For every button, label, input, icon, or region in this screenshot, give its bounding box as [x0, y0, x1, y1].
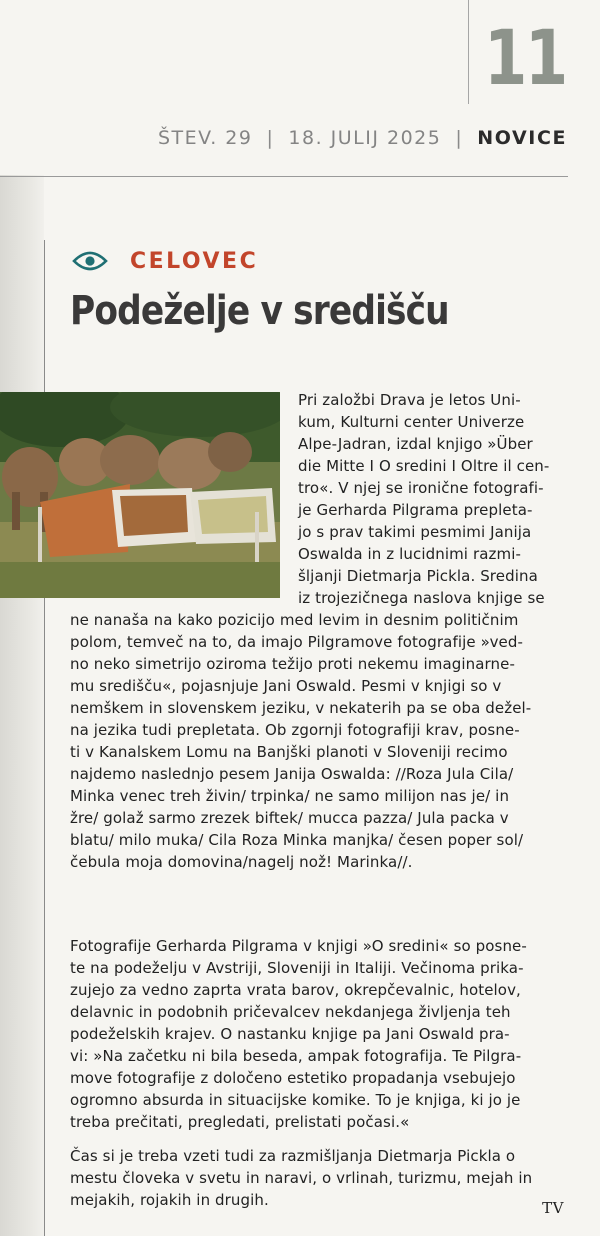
- lead-paragraph: [298, 389, 573, 609]
- text-line: Fotografije Gerharda Pilgrama v knjigi »O sredini« so posne-: [70, 937, 527, 955]
- author-signature: TV: [542, 1199, 564, 1217]
- text-line: vi: »Na začetku ni bila beseda, ampak fotografija. Te Pilgra-: [70, 1047, 522, 1065]
- text-line: Minka venec treh živin/ trpinka/ ne samo milijon nas je/ in: [70, 787, 510, 805]
- text-line: mu središču«, pojasnjuje Jani Oswald. Pesmi v knjigi so v: [70, 677, 502, 695]
- kicker: [72, 244, 258, 278]
- text-line: šljanji Dietmarja Pickla. Sredina: [298, 567, 538, 585]
- headline: Podeželje v središču: [70, 288, 449, 334]
- section-separator: |: [455, 127, 464, 149]
- text-line: treba prečitati, pregledati, prelistati počasi.«: [70, 1113, 410, 1131]
- text-line: ne nanaša na kako pozicijo med levim in desnim političnim: [70, 611, 519, 629]
- lead-paragraph-continued: [70, 609, 570, 873]
- issue-date: 18. JULIJ 2025: [288, 127, 442, 149]
- text-line: polom, temveč na to, da imajo Pilgramove fotografije »ved-: [70, 633, 524, 651]
- text-line: ti v Kanalskem Lomu na Banjški planoti v Sloveniji recimo: [70, 743, 508, 761]
- text-line: na jezika tudi prepletata. Ob zgornji fotografiji krav, posne-: [70, 721, 520, 739]
- third-paragraph: [70, 1145, 570, 1211]
- second-paragraph: [70, 935, 570, 1133]
- issue-number: ŠTEV. 29: [158, 127, 253, 149]
- text-line: move fotografije z določeno estetiko propadanja vsebujejo: [70, 1069, 516, 1087]
- text-line: je Gerharda Pilgrama prepleta-: [298, 501, 533, 519]
- cows-photo: [0, 392, 280, 598]
- text-line: Alpe-Jadran, izdal knjigo »Über: [298, 435, 533, 453]
- text-line: die Mitte I O sredini I Oltre il cen-: [298, 457, 550, 475]
- page-number: 11: [484, 13, 566, 102]
- text-line: Čas si je treba vzeti tudi za razmišljanja Dietmarja Pickla o: [70, 1147, 516, 1165]
- text-line: kum, Kulturni center Univerze: [298, 413, 525, 431]
- text-line: nemškem in slovenskem jeziku, v nekaterih pa se oba dežel-: [70, 699, 532, 717]
- text-line: podeželskih krajev. O nastanku knjige pa Jani Oswald pra-: [70, 1025, 510, 1043]
- text-line: blatu/ milo muka/ Cila Roza Minka manjka/ česen poper sol/: [70, 831, 524, 849]
- text-line: jo s prav takimi pesmimi Janija: [298, 523, 532, 541]
- column-rule: [44, 240, 45, 1236]
- text-line: najdemo naslednjo pesem Janija Oswalda: //Roza Jula Cila/: [70, 765, 514, 783]
- issue-separator: |: [266, 127, 275, 149]
- text-line: delavnic in podobnih pričevalcev nekdanjega življenja teh: [70, 1003, 511, 1021]
- text-line: mejakih, rojakih in drugih.: [70, 1191, 269, 1209]
- eye-icon: [72, 248, 108, 274]
- text-line: žre/ golaž sarmo zrezek biftek/ mucca pazza/ Jula packa v: [70, 809, 509, 827]
- issue-line: [158, 124, 568, 152]
- header-rule: [0, 176, 568, 177]
- text-line: Oswalda in z lucidnimi razmi-: [298, 545, 521, 563]
- text-line: iz trojezičnega naslova knjige se: [298, 589, 545, 607]
- header-divider: [468, 0, 469, 104]
- text-line: Pri založbi Drava je letos Uni-: [298, 391, 521, 409]
- kicker-label: CELOVEC: [130, 248, 259, 274]
- adjacent-page-edge: [0, 175, 44, 1236]
- text-line: tro«. V njej se ironične fotografi-: [298, 479, 544, 497]
- text-line: zujejo za vedno zaprta vrata barov, okrepčevalnic, hotelov,: [70, 981, 521, 999]
- text-line: no neko simetrijo oziroma težijo proti nekemu imaginarne-: [70, 655, 515, 673]
- text-line: čebula moja domovina/nagelj nož! Marinka//.: [70, 853, 413, 871]
- text-line: te na podeželju v Avstriji, Sloveniji in Italiji. Večinoma prika-: [70, 959, 524, 977]
- text-line: mestu človeka v svetu in naravi, o vrlinah, turizmu, mejah in: [70, 1169, 533, 1187]
- section-name: NOVICE: [477, 127, 568, 149]
- text-line: ogromno absurda in situacijske komike. To je knjiga, ki jo je: [70, 1091, 521, 1109]
